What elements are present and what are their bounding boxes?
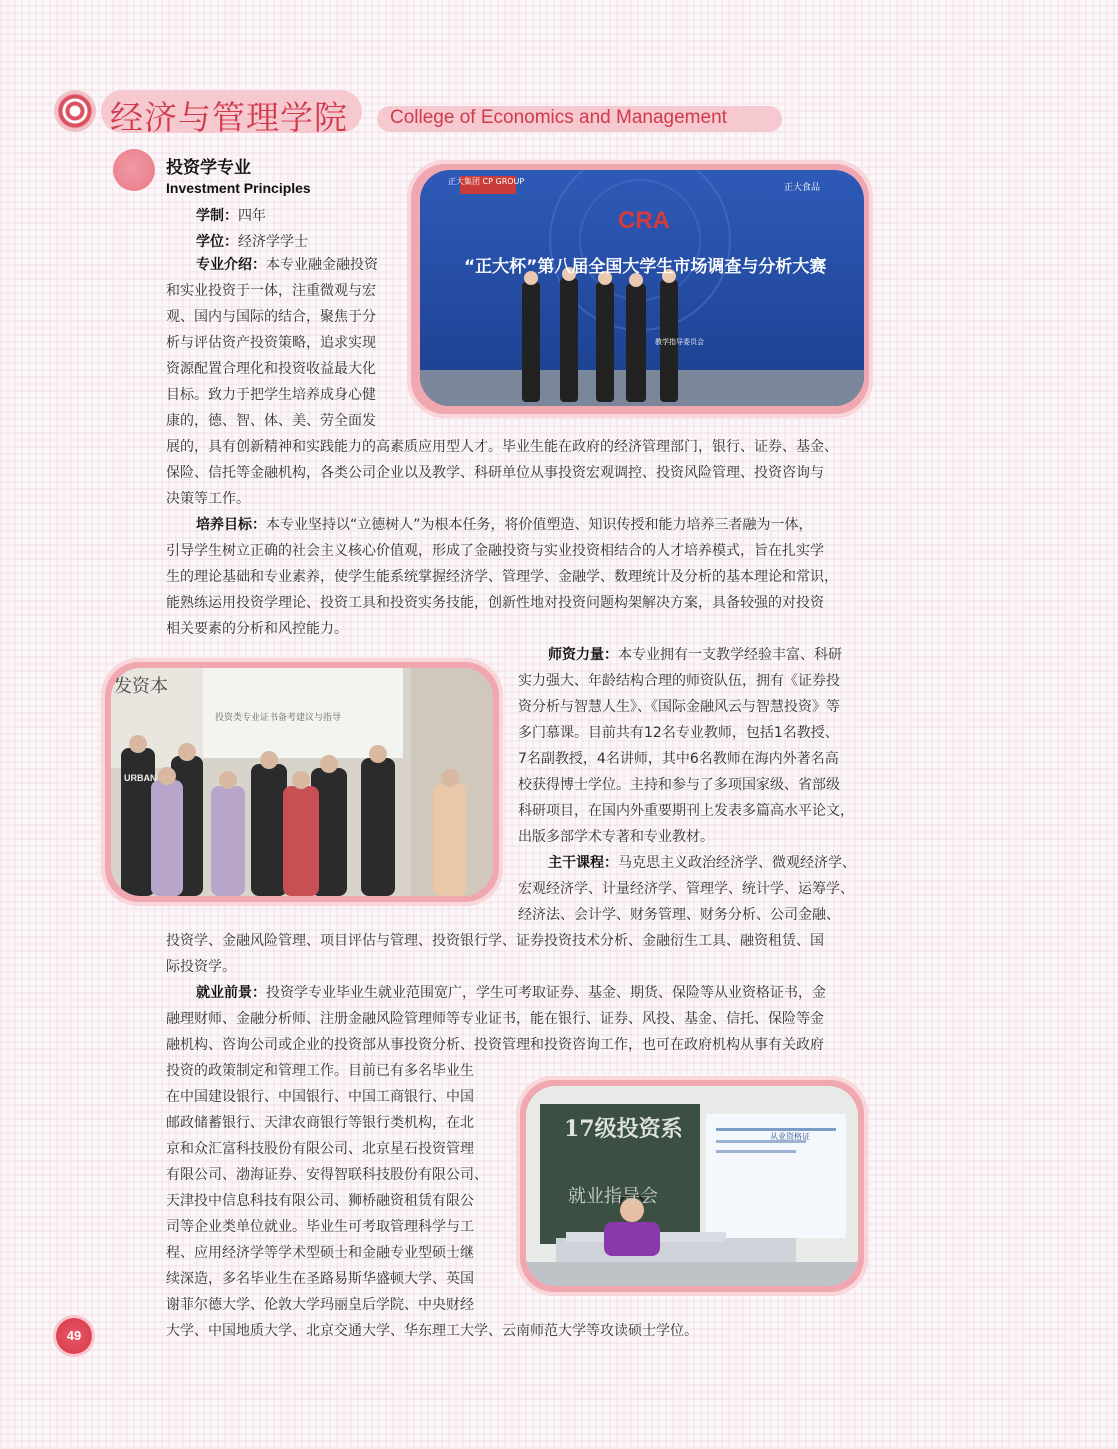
degree-row <box>196 231 308 251</box>
career-line: 有限公司、渤海证券、安得智联科技股份有限公司、 <box>166 1167 488 1183</box>
intro-line: 保险、信托等金融机构，各类公司企业以及教学、科研单位从事投资宏观调控、投资风险管理、投资咨询与 <box>166 465 824 481</box>
intro-line: 展的，具有创新精神和实践能力的高素质应用型人才。毕业生能在政府的经济管理部门，银行、证券、基金、 <box>166 439 838 455</box>
intro-label: 专业介绍： <box>196 257 266 273</box>
faculty-line: 7名副教授，4名讲师，其中6名教师在海内外著名高 <box>518 751 839 767</box>
career-line: 就业前景：投资学专业毕业生就业范围宽广，学生可考取证券、基金、期货、保险等从业资格证书，金 <box>196 985 826 1001</box>
goal-line: 引导学生树立正确的社会主义核心价值观，形成了金融投资与实业投资相结合的人才培养模式，旨在扎实学 <box>166 543 824 559</box>
intro-line: 和实业投资于一体，注重微观与宏 <box>166 283 376 299</box>
shirt-text: URBAN <box>124 773 157 783</box>
duration-row <box>196 205 266 225</box>
career-line: 司等企业类单位就业。毕业生可考取管理科学与工 <box>166 1219 474 1235</box>
intro-line: 康的，德、智、体、美、劳全面发 <box>166 413 376 429</box>
lecture-screen-title: 从业资格证 <box>770 1132 810 1141</box>
intro-line: 决策等工作。 <box>166 491 250 507</box>
faculty-line: 师资力量：本专业拥有一支教学经验丰富、科研 <box>548 647 842 663</box>
career-line: 程、应用经济学等学术型硕士和金融专业型硕士继 <box>166 1245 474 1261</box>
career-line: 在中国建设银行、中国银行、中国工商银行、中国 <box>166 1089 474 1105</box>
career-line: 续深造，多名毕业生在圣路易斯华盛顿大学、英国 <box>166 1271 474 1287</box>
faculty-line: 出版多部学术专著和专业教材。 <box>518 829 714 845</box>
career-line: 融理财师、金融分析师、注册金融风险管理师等专业证书，能在银行、证券、风投、基金、信托、保险等金 <box>166 1011 824 1027</box>
career-line: 邮政储蓄银行、天津农商银行等银行类机构，在北 <box>166 1115 474 1131</box>
college-title-en: College of Economics and Management <box>390 107 727 128</box>
college-title-cn: 经济与管理学院 <box>110 98 348 137</box>
courses-label: 主干课程： <box>548 855 618 871</box>
career-line: 融机构、咨询公司或企业的投资部从事投资分析、投资管理和投资咨询工作，也可在政府机构从事有关政府 <box>166 1037 824 1053</box>
career-line: 天津投中信息科技有限公司、狮桥融资租赁有限公 <box>166 1193 474 1209</box>
major-title-en: Investment Principles <box>166 180 311 196</box>
intro-line: 目标。致力于把学生培养成身心健 <box>166 387 376 403</box>
faculty-line: 资分析与智慧人生》、《国际金融风云与智慧投资》等 <box>518 699 840 715</box>
degree-label: 学位： <box>196 234 238 250</box>
career-line: 谢菲尔德大学、伦敦大学玛丽皇后学院、中央财经 <box>166 1297 474 1313</box>
intro-line: 观、国内与国际的结合，聚焦于分 <box>166 309 376 325</box>
board-top-text: 17级投资系 <box>564 1116 683 1142</box>
faculty-line: 多门慕课。目前共有12名专业教师，包括1名教授、 <box>518 725 839 741</box>
board-bottom-text: 就业指导会 <box>568 1186 658 1207</box>
career-label: 就业前景： <box>196 985 266 1001</box>
major-bullet-icon <box>113 149 155 191</box>
courses-line: 投资学、金融风险管理、项目评估与管理、投资银行学、证券投资技术分析、金融衍生工具、融资租赁、国 <box>166 933 824 949</box>
cra-logo: CRA <box>618 207 670 234</box>
courses-line: 主干课程：马克思主义政治经济学、微观经济学、 <box>548 855 856 871</box>
goal-line: 培养目标：本专业坚持以“立德树人”为根本任务，将价值塑造、知识传授和能力培养三者融为一体， <box>196 517 813 533</box>
faculty-line: 实力强大、年龄结构合理的师资队伍，拥有《证券投 <box>518 673 840 689</box>
goal-line: 相关要素的分析和风控能力。 <box>166 621 348 637</box>
major-title-cn: 投资学专业 <box>166 158 251 178</box>
intro-line: 专业介绍：本专业融金融投资 <box>196 257 378 273</box>
career-line: 京和众汇富科技股份有限公司、北京星石投资管理 <box>166 1141 474 1157</box>
competition-banner: “正大杯”第八届全国大学生市场调查与分析大赛 <box>464 257 827 277</box>
blackboard-text: 发资本 <box>114 676 168 697</box>
photo-competition <box>420 170 864 406</box>
career-line: 大学、中国地质大学、北京交通大学、华东理工大学、云南师范大学等攻读硕士学位。 <box>166 1323 698 1339</box>
goal-line: 生的理论基础和专业素养，使学生能系统掌握经济学、管理学、金融学、数理统计及分析的基本理论和常识， <box>166 569 838 585</box>
career-line: 投资的政策制定和管理工作。目前已有多名毕业生 <box>166 1063 474 1079</box>
faculty-line: 校获得博士学位。主持和参与了多项国家级、省部级 <box>518 777 840 793</box>
screen-text: 投资类专业证书备考建议与指导 <box>215 713 342 723</box>
goal-line: 能熟练运用投资学理论、投资工具和投资实务技能，创新性地对投资问题构架解决方案，具备较强的对投资 <box>166 595 824 611</box>
college-logo-icon <box>57 93 93 129</box>
faculty-line: 科研项目，在国内外重要期刊上发表多篇高水平论文， <box>518 803 854 819</box>
degree-value: 经济学学士 <box>238 234 308 250</box>
cp-food-logo: 正大食品 <box>784 183 821 193</box>
photo-group <box>111 668 493 896</box>
page-number: 49 <box>56 1318 92 1354</box>
duration-value: 四年 <box>238 208 266 224</box>
committee-text: 教学指导委员会 <box>655 338 704 346</box>
courses-line: 宏观经济学、计量经济学、管理学、统计学、运筹学、 <box>518 881 854 897</box>
courses-line: 际投资学。 <box>166 959 236 975</box>
intro-line: 资源配置合理化和投资收益最大化 <box>166 361 376 377</box>
faculty-label: 师资力量： <box>548 647 618 663</box>
goal-label: 培养目标： <box>196 517 266 533</box>
intro-line: 析与评估资产投资策略，追求实现 <box>166 335 376 351</box>
duration-label: 学制： <box>196 208 238 224</box>
cp-group-logo: 正大集团 CP GROUP <box>448 177 525 186</box>
courses-line: 经济法、会计学、财务管理、财务分析、公司金融、 <box>518 907 840 923</box>
